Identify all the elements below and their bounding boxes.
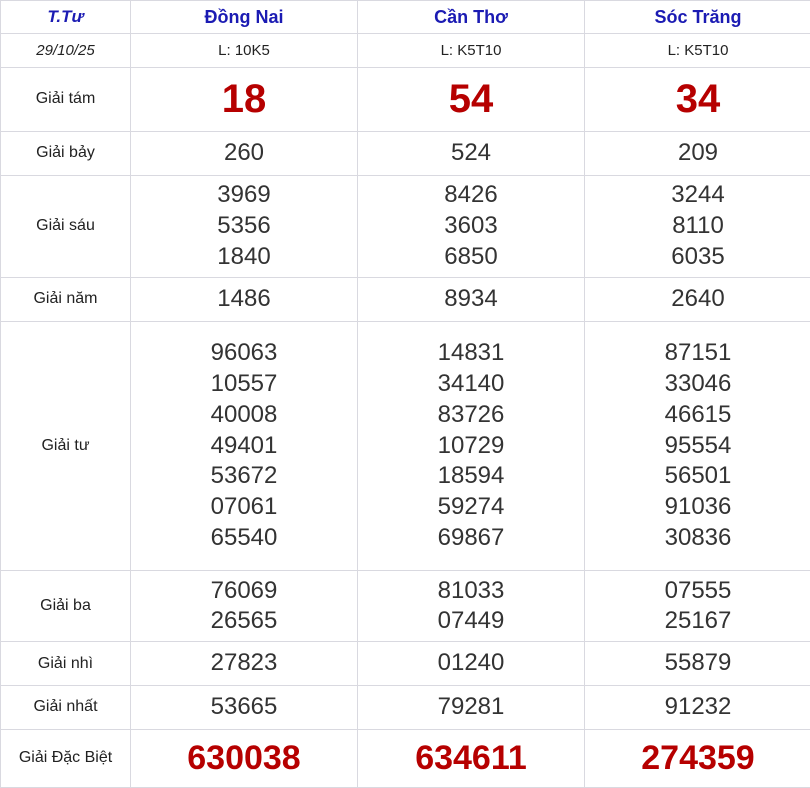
prize-row-giai-dac-biet <box>1 729 810 787</box>
prize-numbers <box>131 571 358 642</box>
prize-number: 260 <box>223 139 265 167</box>
prize-number: 91232 <box>664 692 732 720</box>
prize-numbers <box>131 132 358 176</box>
prize-number: 6035 <box>671 242 725 270</box>
prize-label: Giải Đặc Biệt <box>1 729 131 787</box>
prize-numbers <box>131 67 358 132</box>
prize-label: Giải ba <box>1 571 131 642</box>
prize-numbers <box>131 685 358 729</box>
prize-number: 53672 <box>210 462 278 490</box>
prize-number: 3969 <box>217 181 271 209</box>
prize-numbers <box>585 571 810 642</box>
prize-numbers <box>131 277 358 321</box>
prize-number: 79281 <box>437 692 505 720</box>
prize-numbers <box>131 321 358 571</box>
prize-label: Giải nhì <box>1 642 131 686</box>
prize-numbers <box>585 67 810 132</box>
prize-number: 6850 <box>444 242 498 270</box>
prize-number: 27823 <box>210 649 278 677</box>
prize-number: 07061 <box>210 493 278 521</box>
prize-numbers <box>358 571 585 642</box>
prize-number: 8934 <box>444 284 498 312</box>
prize-row-giai-bay <box>1 132 810 176</box>
prize-row-giai-tu <box>1 321 810 571</box>
prize-number: 209 <box>677 139 719 167</box>
prize-row-giai-nhat <box>1 685 810 729</box>
prize-number: 46615 <box>664 400 732 428</box>
prize-number: 1486 <box>217 284 271 312</box>
header-province-0: Đồng Nai <box>131 1 358 34</box>
prize-number: 49401 <box>210 431 278 459</box>
prize-number: 5356 <box>217 211 271 239</box>
prize-number: 10729 <box>437 431 505 459</box>
prize-row-giai-sau <box>1 175 810 277</box>
prize-number: 69867 <box>437 523 505 551</box>
prize-number: 01240 <box>437 649 505 677</box>
prize-number: 8426 <box>444 181 498 209</box>
prize-number: 524 <box>450 139 492 167</box>
prize-number: 76069 <box>210 576 278 604</box>
prize-number: 26565 <box>210 607 278 635</box>
prize-number: 91036 <box>664 493 732 521</box>
prize-row-giai-nam <box>1 277 810 321</box>
prize-number: 96063 <box>210 339 278 367</box>
header-day-label: T.Tư <box>1 1 131 34</box>
prize-numbers <box>585 277 810 321</box>
prize-numbers <box>585 642 810 686</box>
draw-date: 29/10/25 <box>1 34 131 67</box>
header-province-2: Sóc Trăng <box>585 1 810 34</box>
prize-number: 55879 <box>664 649 732 677</box>
prize-number: 1840 <box>217 242 271 270</box>
prize-number: 07555 <box>664 576 732 604</box>
prize-numbers <box>358 685 585 729</box>
prize-label: Giải nhất <box>1 685 131 729</box>
prize-label: Giải năm <box>1 277 131 321</box>
prize-numbers <box>358 175 585 277</box>
prize-label: Giải bảy <box>1 132 131 176</box>
prize-number: 34140 <box>437 370 505 398</box>
prize-number: 3603 <box>444 211 498 239</box>
prize-row-giai-nhi <box>1 642 810 686</box>
prize-label: Giải tám <box>1 67 131 132</box>
prize-number: 95554 <box>664 431 732 459</box>
ticket-code-1: L: K5T10 <box>358 34 585 67</box>
prize-number: 81033 <box>437 576 505 604</box>
table-header-row <box>1 1 810 34</box>
prize-numbers <box>358 67 585 132</box>
prize-number: 634611 <box>415 738 527 777</box>
prize-numbers <box>585 175 810 277</box>
prize-numbers <box>358 729 585 787</box>
ticket-code-0: L: 10K5 <box>131 34 358 67</box>
prize-row-giai-ba <box>1 571 810 642</box>
prize-number: 87151 <box>664 339 732 367</box>
prize-number: 25167 <box>664 607 732 635</box>
prize-number: 83726 <box>437 400 505 428</box>
prize-number: 18 <box>221 76 267 121</box>
prize-numbers <box>358 321 585 571</box>
prize-numbers <box>585 132 810 176</box>
prize-number: 10557 <box>210 370 278 398</box>
prize-number: 65540 <box>210 523 278 551</box>
prize-number: 59274 <box>437 493 505 521</box>
prize-label: Giải sáu <box>1 175 131 277</box>
prize-number: 630038 <box>187 738 301 777</box>
prize-number: 53665 <box>210 692 278 720</box>
prize-numbers <box>358 642 585 686</box>
prize-number: 8110 <box>672 211 724 239</box>
prize-number: 07449 <box>437 607 505 635</box>
prize-number: 56501 <box>664 462 732 490</box>
ticket-code-2: L: K5T10 <box>585 34 810 67</box>
prize-numbers <box>131 175 358 277</box>
prize-numbers <box>585 321 810 571</box>
prize-numbers <box>358 277 585 321</box>
prize-number: 40008 <box>210 400 278 428</box>
prize-number: 54 <box>448 76 494 121</box>
header-province-1: Cần Thơ <box>358 1 585 34</box>
prize-numbers <box>358 132 585 176</box>
prize-number: 2640 <box>671 284 725 312</box>
prize-row-giai-tam <box>1 67 810 132</box>
prize-number: 34 <box>675 76 721 121</box>
table-subheader-row <box>1 34 810 67</box>
prize-numbers <box>585 685 810 729</box>
prize-numbers <box>131 729 358 787</box>
prize-number: 18594 <box>437 462 505 490</box>
prize-number: 3244 <box>671 181 725 209</box>
prize-numbers <box>585 729 810 787</box>
prize-number: 33046 <box>664 370 732 398</box>
prize-label: Giải tư <box>1 321 131 571</box>
prize-number: 274359 <box>641 738 755 777</box>
prize-number: 30836 <box>664 523 732 551</box>
prize-number: 14831 <box>437 339 505 367</box>
prize-numbers <box>131 642 358 686</box>
